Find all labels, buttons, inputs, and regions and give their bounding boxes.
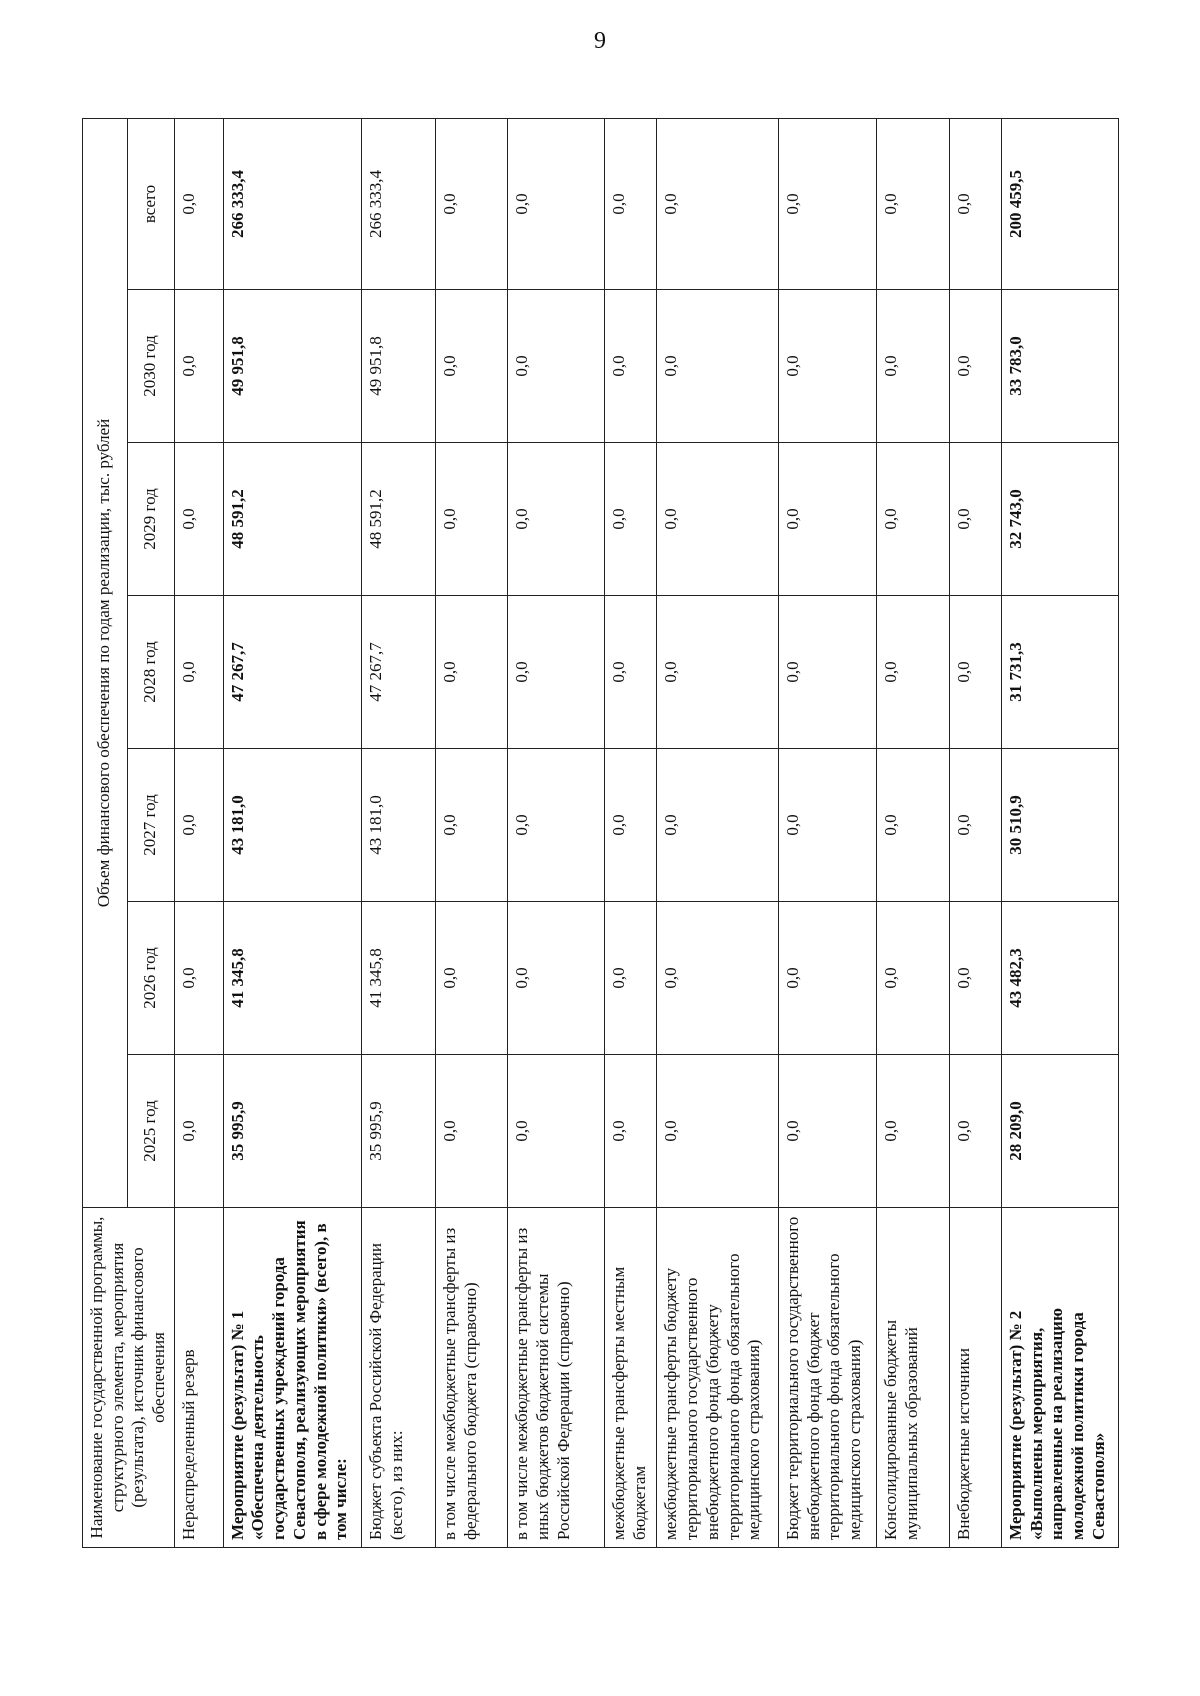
cell-value: 0,0 [950, 443, 1002, 596]
row-label: Внебюджетные источники [950, 1208, 1002, 1548]
cell-value: 0,0 [435, 749, 508, 902]
cell-value: 43 181,0 [362, 749, 436, 902]
cell-value: 0,0 [657, 902, 778, 1055]
cell-value: 49 951,8 [362, 290, 436, 443]
cell-value: 0,0 [435, 1055, 508, 1208]
cell-value: 0,0 [778, 596, 877, 749]
cell-value: 31 731,3 [1001, 596, 1118, 749]
cell-value: 0,0 [950, 1055, 1002, 1208]
table-row [1001, 118, 1118, 1547]
cell-value: 0,0 [657, 290, 778, 443]
cell-value: 0,0 [174, 1055, 223, 1208]
table-row [508, 118, 605, 1547]
cell-value: 0,0 [435, 443, 508, 596]
cell-value: 0,0 [605, 1055, 657, 1208]
cell-value: 0,0 [778, 290, 877, 443]
table-row [778, 118, 877, 1547]
cell-value: 0,0 [605, 118, 657, 289]
cell-value: 47 267,7 [223, 596, 361, 749]
header-year: 2025 год [127, 1055, 174, 1208]
cell-value: 48 591,2 [362, 443, 436, 596]
cell-value: 0,0 [174, 443, 223, 596]
cell-value: 0,0 [435, 902, 508, 1055]
cell-value: 0,0 [605, 902, 657, 1055]
cell-value: 0,0 [174, 902, 223, 1055]
cell-value: 0,0 [877, 902, 950, 1055]
cell-value: 0,0 [877, 749, 950, 902]
table-header [83, 118, 175, 1547]
cell-value: 43 482,3 [1001, 902, 1118, 1055]
cell-value: 0,0 [174, 118, 223, 289]
cell-value: 266 333,4 [362, 118, 436, 289]
cell-value: 47 267,7 [362, 596, 436, 749]
cell-value: 0,0 [605, 596, 657, 749]
row-label: в том числе межбюджетные трансферты из федерального бюджета (справочно) [435, 1208, 508, 1548]
cell-value: 0,0 [435, 596, 508, 749]
cell-value: 0,0 [950, 749, 1002, 902]
page-number: 9 [594, 28, 606, 54]
cell-value: 0,0 [950, 118, 1002, 289]
cell-value: 0,0 [778, 443, 877, 596]
rotated-table-wrapper [82, 118, 1108, 1548]
row-label: в том числе межбюджетные трансферты из иных бюджетов бюджетной системы Российской Федерации (справочно) [508, 1208, 605, 1548]
cell-value: 0,0 [657, 1055, 778, 1208]
cell-value: 33 783,0 [1001, 290, 1118, 443]
cell-value: 0,0 [877, 118, 950, 289]
row-label: Бюджет субъекта Российской Федерации (всего), из них: [362, 1208, 436, 1548]
cell-value: 0,0 [877, 443, 950, 596]
table-row [174, 118, 223, 1547]
cell-value: 0,0 [508, 1055, 605, 1208]
cell-value: 0,0 [605, 749, 657, 902]
row-label: Нераспределенный резерв [174, 1208, 223, 1548]
cell-value: 0,0 [877, 596, 950, 749]
cell-value: 0,0 [605, 443, 657, 596]
table-row [362, 118, 436, 1547]
cell-value: 0,0 [657, 596, 778, 749]
financing-table [82, 118, 1119, 1548]
cell-value: 0,0 [508, 118, 605, 289]
cell-value: 0,0 [657, 118, 778, 289]
cell-value: 49 951,8 [223, 290, 361, 443]
cell-value: 0,0 [508, 902, 605, 1055]
header-name-column: Наименование государственной программы, структурного элемента, мероприятия (результата), источник финансового обеспечения [83, 1208, 175, 1548]
cell-value: 0,0 [508, 290, 605, 443]
cell-value: 28 209,0 [1001, 1055, 1118, 1208]
cell-value: 0,0 [508, 749, 605, 902]
header-year: всего [127, 118, 174, 289]
cell-value: 0,0 [778, 749, 877, 902]
cell-value: 0,0 [435, 290, 508, 443]
row-label: Консолидированные бюджеты муниципальных образований [877, 1208, 950, 1548]
cell-value: 41 345,8 [362, 902, 436, 1055]
row-label: Мероприятие (результат) № 1 «Обеспечена деятельность государственных учреждений города Севастополя, реализующих мероприятия в сфере молодежной политики» (всего), в том числе: [223, 1208, 361, 1548]
cell-value: 35 995,9 [223, 1055, 361, 1208]
cell-value: 0,0 [778, 118, 877, 289]
table-row [223, 118, 361, 1547]
table-row [657, 118, 778, 1547]
row-label: межбюджетные трансферты местным бюджетам [605, 1208, 657, 1548]
cell-value: 0,0 [605, 290, 657, 443]
cell-value: 30 510,9 [1001, 749, 1118, 902]
row-label: Мероприятие (результат) № 2 «Выполнены мероприятия, направленные на реализацию молодежной политики города Севастополя» [1001, 1208, 1118, 1548]
cell-value: 0,0 [950, 902, 1002, 1055]
row-label: межбюджетные трансферты бюджету территориального государственного внебюджетного фонда (бюджету территориального фонда обязательного медицинского страхования) [657, 1208, 778, 1548]
header-year: 2026 год [127, 902, 174, 1055]
cell-value: 0,0 [877, 1055, 950, 1208]
cell-value: 0,0 [657, 749, 778, 902]
cell-value: 0,0 [778, 1055, 877, 1208]
header-year: 2028 год [127, 596, 174, 749]
table-body [174, 118, 1118, 1547]
header-year: 2030 год [127, 290, 174, 443]
header-year: 2029 год [127, 443, 174, 596]
header-year: 2027 год [127, 749, 174, 902]
cell-value: 0,0 [174, 749, 223, 902]
cell-value: 0,0 [174, 290, 223, 443]
cell-value: 0,0 [950, 596, 1002, 749]
table-row [877, 118, 950, 1547]
table-row [950, 118, 1002, 1547]
table-row [435, 118, 508, 1547]
cell-value: 32 743,0 [1001, 443, 1118, 596]
cell-value: 0,0 [174, 596, 223, 749]
cell-value: 41 345,8 [223, 902, 361, 1055]
cell-value: 43 181,0 [223, 749, 361, 902]
cell-value: 35 995,9 [362, 1055, 436, 1208]
cell-value: 0,0 [435, 118, 508, 289]
cell-value: 266 333,4 [223, 118, 361, 289]
cell-value: 0,0 [508, 596, 605, 749]
cell-value: 0,0 [877, 290, 950, 443]
cell-value: 0,0 [950, 290, 1002, 443]
cell-value: 0,0 [508, 443, 605, 596]
header-funding-group: Объем финансового обеспечения по годам реализации, тыс. рублей [83, 118, 128, 1207]
cell-value: 0,0 [657, 443, 778, 596]
table-row [605, 118, 657, 1547]
cell-value: 48 591,2 [223, 443, 361, 596]
row-label: Бюджет территориального государственного внебюджетного фонда (бюджет территориального фонда обязательного медицинского страхования) [778, 1208, 877, 1548]
cell-value: 0,0 [778, 902, 877, 1055]
cell-value: 200 459,5 [1001, 118, 1118, 289]
